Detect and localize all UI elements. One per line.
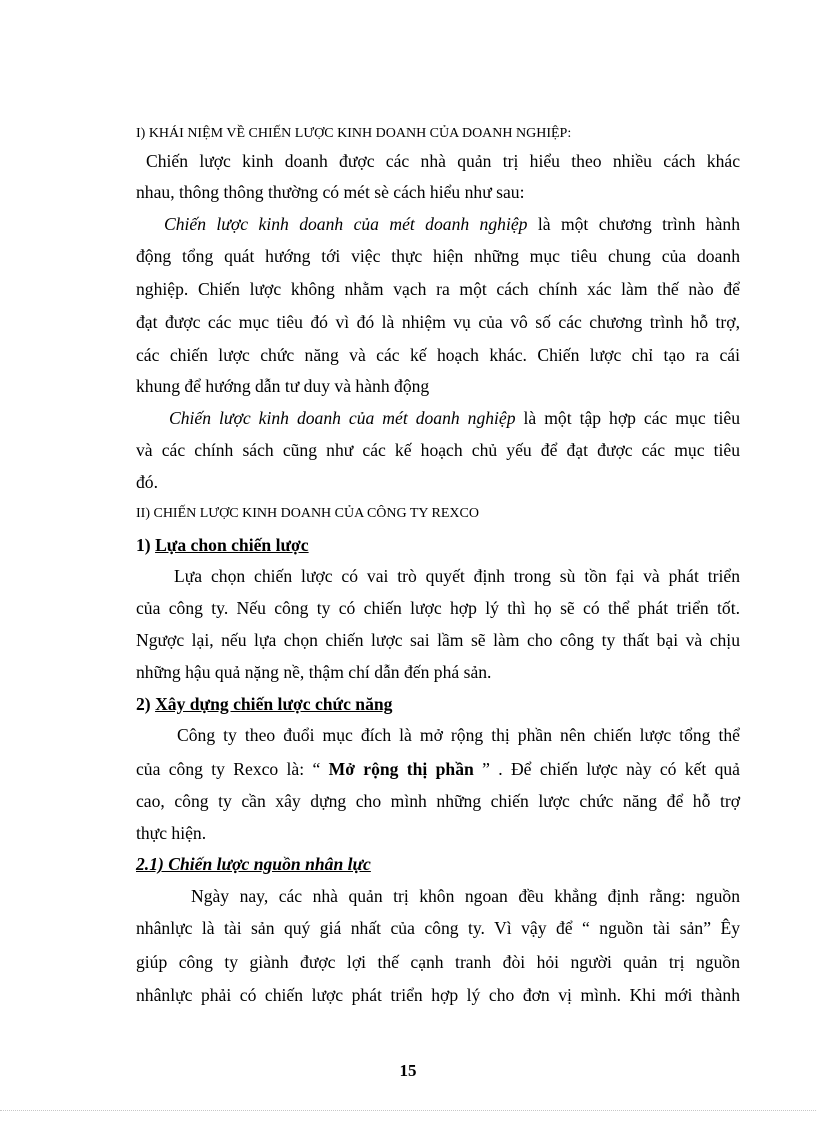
paragraph-line: khung để hướng dẫn tư duy và hành động bbox=[136, 376, 430, 396]
text-run: là một chương trình hành bbox=[537, 214, 740, 234]
paragraph-line: Ngược lại, nếu lựa chọn chiến lược sai lầm sẽ làm cho công ty thất bại và chịu bbox=[136, 630, 740, 650]
subsection-number: 1) bbox=[136, 535, 151, 555]
italic-term: Chiến lược kinh doanh của mét doanh nghiệp bbox=[169, 408, 516, 428]
paragraph-line: những hậu quả nặng nề, thậm chí dẫn đến phá sản. bbox=[136, 662, 492, 682]
page-number: 15 bbox=[399, 1061, 417, 1080]
paragraph-line: nhânlực là tài sản quý giá nhất của công ty. Vì vậy để “ nguồn tài sản” Êy bbox=[136, 918, 740, 938]
paragraph-line: Lựa chọn chiến lược có vai trò quyết định trong sù tồn fại và phát triển bbox=[174, 566, 740, 586]
footer-divider bbox=[0, 1110, 816, 1111]
paragraph-line: nhânlực phải có chiến lược phát triển hợp lý cho đơn vị mình. Khi mới thành bbox=[136, 985, 740, 1005]
subsection-title: Lựa chon chiến lược bbox=[155, 535, 309, 555]
paragraph-line: Công ty theo đuổi mục đích là mở rộng thị phần nên chiến lược tổng thể bbox=[177, 725, 740, 745]
paragraph-line: của công ty. Nếu công ty có chiến lược hợp lý thì họ sẽ có thể phát triển tốt. bbox=[136, 598, 740, 618]
section-heading-2: II) CHIẾN LƯỢC KINH DOANH CỦA CÔNG TY REXCO bbox=[136, 506, 479, 521]
subsection-number: 2) bbox=[136, 694, 151, 714]
subsection-title: Xây dựng chiến lược chức năng bbox=[155, 694, 393, 714]
subsection-heading-1 bbox=[136, 534, 740, 556]
paragraph-line: nhau, thông thông thường có mét sè cách hiểu như sau: bbox=[136, 182, 525, 202]
bold-term: Mở rộng thị phần bbox=[328, 759, 474, 779]
text-run: là một tập hợp các mục tiêu bbox=[523, 408, 740, 428]
paragraph-line: và các chính sách cũng như các kế hoạch chủ yếu để đạt được các mục tiêu bbox=[136, 440, 740, 460]
italic-term: Chiến lược kinh doanh của mét doanh nghiệp bbox=[164, 214, 528, 234]
paragraph-line bbox=[164, 213, 740, 235]
paragraph-line: nghiệp. Chiến lược không nhằm vạch ra một cách chính xác làm thế nào để bbox=[136, 279, 740, 299]
paragraph-line: các chiến lược chức năng và các kế hoạch khác. Chiến lược chỉ tạo ra cái bbox=[136, 345, 740, 365]
paragraph-line bbox=[136, 758, 740, 780]
section-heading-1: I) KHÁI NIỆM VỀ CHIẾN LƯỢC KINH DOANH CỦA DOANH NGHIỆP: bbox=[136, 126, 572, 141]
paragraph-line bbox=[169, 407, 740, 429]
paragraph-line: cao, công ty cần xây dựng cho mình những chiến lược chức năng để hỗ trợ bbox=[136, 791, 740, 811]
paragraph-line: thực hiện. bbox=[136, 823, 207, 843]
paragraph-line: động tổng quát hướng tới việc thực hiện những mục tiêu chung của doanh bbox=[136, 246, 740, 266]
subsection-heading-2-1: 2.1) Chiến lược nguồn nhân lực bbox=[136, 854, 371, 874]
text-run: ” . Để chiến lược này có kết quả bbox=[482, 759, 740, 779]
paragraph-line: đó. bbox=[136, 472, 158, 492]
subsection-heading-2 bbox=[136, 693, 740, 715]
paragraph-line: Chiến lược kinh doanh được các nhà quản trị hiểu theo nhiều cách khác bbox=[146, 151, 740, 171]
paragraph-line: Ngày nay, các nhà quản trị khôn ngoan đều khẳng định rằng: nguồn bbox=[191, 886, 740, 906]
text-run: của công ty Rexco là: “ bbox=[136, 759, 321, 779]
paragraph-line: giúp công ty giành được lợi thế cạnh tranh đòi hỏi người quản trị nguồn bbox=[136, 952, 740, 972]
paragraph-line: đạt được các mục tiêu đó vì đó là nhiệm vụ của vô số các chương trình hỗ trợ, bbox=[136, 312, 740, 332]
